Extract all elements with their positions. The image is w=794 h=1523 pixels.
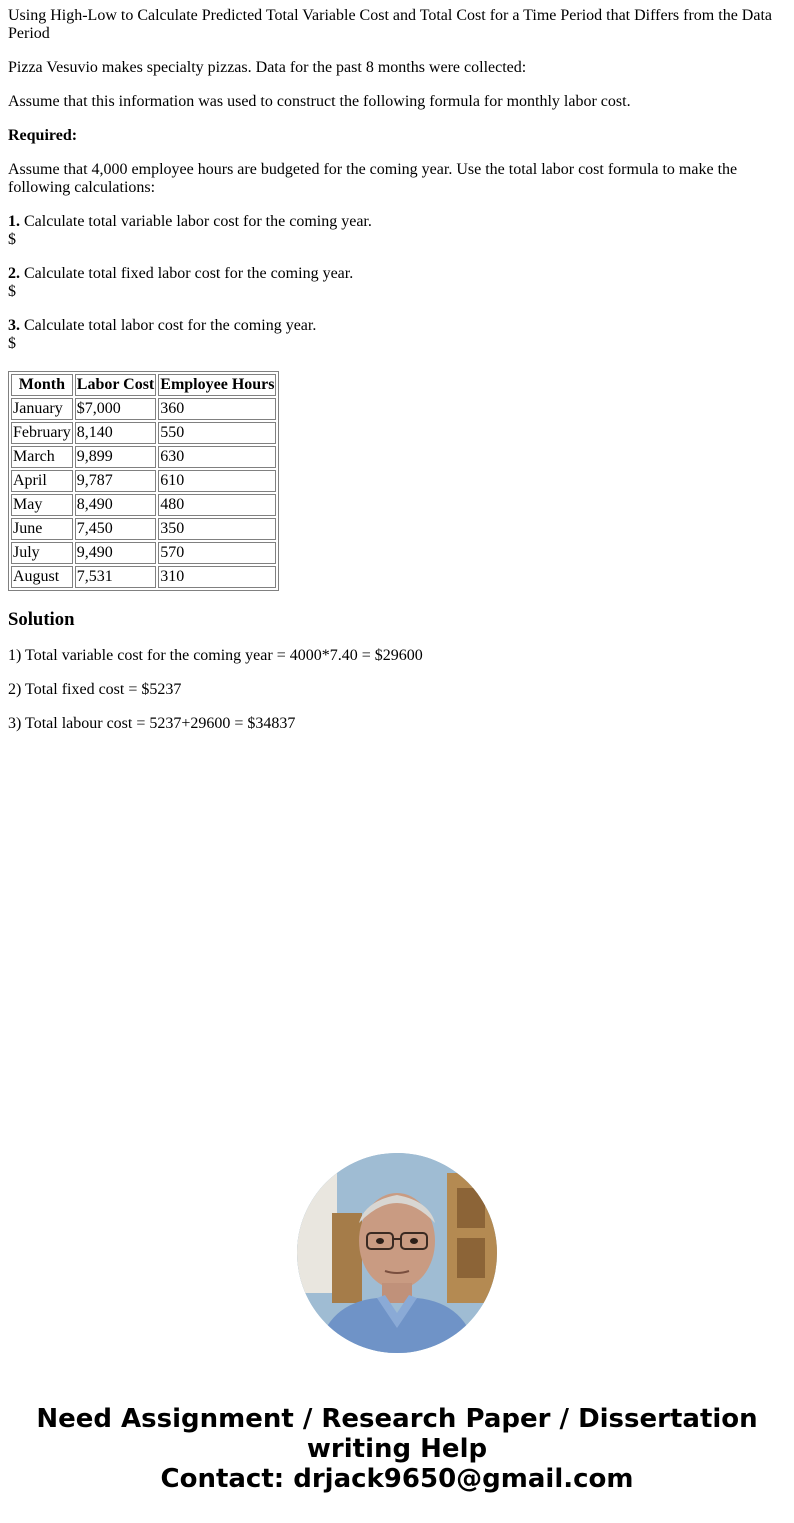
table-row — [11, 566, 276, 588]
month-cell: August — [11, 566, 73, 588]
solution-heading: Solution — [8, 609, 75, 630]
labor-cost-cell: 7,531 — [75, 566, 157, 588]
required-heading — [8, 127, 786, 145]
employee-hours-cell: 570 — [158, 542, 276, 564]
labor-cost-cell: 9,787 — [75, 470, 157, 492]
employee-hours-cell: 550 — [158, 422, 276, 444]
question-1 — [8, 213, 786, 249]
month-cell: June — [11, 518, 73, 540]
labor-cost-cell: 8,490 — [75, 494, 157, 516]
question-3 — [8, 317, 786, 353]
promo-line-1: Need Assignment / Research Paper / Dissertation — [36, 1404, 758, 1434]
table-row — [11, 494, 276, 516]
promo-contact: Contact: drjack9650@gmail.com — [160, 1464, 634, 1494]
employee-hours-cell: 610 — [158, 470, 276, 492]
promo-line-2: writing Help — [306, 1434, 488, 1464]
question-3-answer: $ — [8, 335, 16, 352]
table-row — [11, 542, 276, 564]
solution-line-3: 3) Total labour cost = 5237+29600 = $34837 — [8, 715, 296, 732]
labor-cost-cell: 7,450 — [75, 518, 157, 540]
labor-cost-cell: 9,490 — [75, 542, 157, 564]
question-2-answer: $ — [8, 283, 16, 300]
table-row — [11, 422, 276, 444]
table-row — [11, 398, 276, 420]
question-3-number: 3. — [8, 317, 20, 334]
question-1-number: 1. — [8, 213, 20, 230]
employee-hours-cell: 350 — [158, 518, 276, 540]
month-cell: February — [11, 422, 73, 444]
document-title: Using High-Low to Calculate Predicted Total Variable Cost and Total Cost for a Time Period that Differs from the Data Period — [8, 7, 772, 42]
question-2-line — [8, 265, 786, 283]
solution-line-2: 2) Total fixed cost = $5237 — [8, 681, 182, 698]
assumption-text: Assume that this information was used to construct the following formula for monthly labor cost. — [8, 93, 631, 110]
question-1-line — [8, 213, 786, 231]
labor-cost-cell: 8,140 — [75, 422, 157, 444]
employee-hours-cell: 480 — [158, 494, 276, 516]
document-content — [0, 0, 794, 733]
header-employee-hours: Employee Hours — [158, 374, 276, 396]
question-2 — [8, 265, 786, 301]
question-3-line — [8, 317, 786, 335]
promo-banner — [0, 1404, 794, 1494]
solution-line-1: 1) Total variable cost for the coming year = 4000*7.40 = $29600 — [8, 647, 423, 664]
question-2-number: 2. — [8, 265, 20, 282]
employee-hours-cell: 630 — [158, 446, 276, 468]
month-cell: April — [11, 470, 73, 492]
employee-hours-cell: 310 — [158, 566, 276, 588]
table-header-row — [11, 374, 276, 396]
question-1-text: Calculate total variable labor cost for the coming year. — [20, 213, 372, 230]
month-cell: January — [11, 398, 73, 420]
question-3-text: Calculate total labor cost for the coming year. — [20, 317, 317, 334]
month-cell: July — [11, 542, 73, 564]
table-row — [11, 518, 276, 540]
month-cell: March — [11, 446, 73, 468]
labor-data-table — [8, 371, 279, 591]
author-photo-icon — [297, 1153, 497, 1353]
header-labor-cost: Labor Cost — [75, 374, 157, 396]
month-cell: May — [11, 494, 73, 516]
employee-hours-cell: 360 — [158, 398, 276, 420]
table-row — [11, 470, 276, 492]
intro-text: Pizza Vesuvio makes specialty pizzas. Data for the past 8 months were collected: — [8, 59, 527, 76]
required-label: Required: — [8, 127, 78, 144]
header-month: Month — [11, 374, 73, 396]
labor-cost-cell: 9,899 — [75, 446, 157, 468]
author-avatar — [297, 1153, 497, 1353]
table-row — [11, 446, 276, 468]
question-1-answer: $ — [8, 231, 16, 248]
labor-cost-cell: $7,000 — [75, 398, 157, 420]
question-2-text: Calculate total fixed labor cost for the coming year. — [20, 265, 354, 282]
instructions-text: Assume that 4,000 employee hours are budgeted for the coming year. Use the total labor cost formula to make the following calculations: — [8, 161, 738, 196]
